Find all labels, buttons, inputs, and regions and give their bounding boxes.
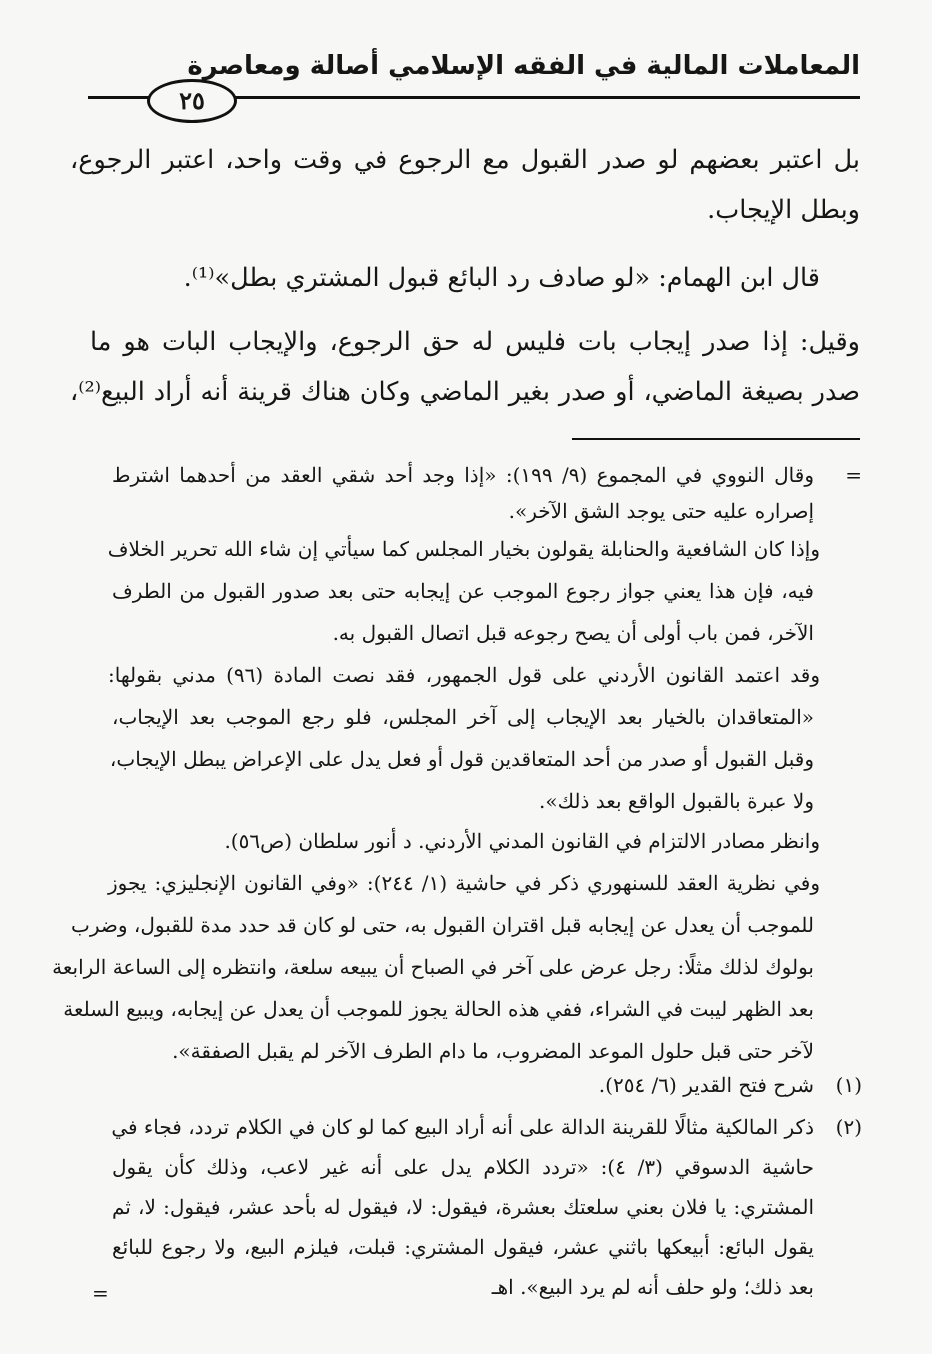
- footnote-continuation-marker: =: [845, 463, 862, 487]
- body-line: بل اعتبر بعضهم لو صدر القبول مع الرجوع في وقت واحد، اعتبر الرجوع،: [70, 145, 860, 175]
- footnote-line: وإذا كان الشافعية والحنابلة يقولون بخيار المجلس كما سيأتي إن شاء الله تحرير الخلاف: [107, 537, 820, 561]
- footnote-line: فيه، فإن هذا يعني جواز رجوع الموجب عن إيجابه حتى بعد صدور القبول من الطرف: [112, 579, 814, 603]
- footnote-line: بعد الظهر ليبت في الشراء، ففي هذه الحالة يجوز للموجب أن يعدل عن إيجابه، ويبيع السلعة: [63, 997, 814, 1021]
- footnote-line: وقال النووي في المجموع (٩/ ١٩٩): «إذا وجد أحد شقي العقد من أحدهما اشترط: [112, 463, 814, 487]
- footnote-2-line: حاشية الدسوقي (٣/ ٤): «تردد الكلام يدل على أنه غير لاعب، وذلك كأن يقول: [112, 1155, 814, 1179]
- footnote-1-marker: (١): [835, 1073, 862, 1097]
- body-line: وبطل الإيجاب.: [707, 195, 860, 225]
- footnote-line: إصراره عليه حتى يوجد الشق الآخر».: [508, 499, 814, 523]
- footnote-end-marker: =: [92, 1281, 109, 1305]
- footnote-line: وقبل القبول أو صدر من أحد المتعاقدين قول أو فعل يدل على الإعراض يبطل الإيجاب،: [109, 747, 814, 771]
- footnote-2-line: يقول البائع: أبيعكها باثني عشر، فيقول المشتري: قبلت، فيلزم البيع، ولا رجوع للبائع: [112, 1235, 814, 1259]
- footnote-line: بولوك لذلك مثلًا: رجل عرض على آخر في الصباح أن يبيعه سلعة، وانتظره إلى الساعة الرابعة: [52, 955, 814, 979]
- footnote-1-text: شرح فتح القدير (٦/ ٢٥٤).: [598, 1073, 814, 1097]
- footnote-line: للموجب أن يعدل عن إيجابه قبل اقتران القبول به، حتى لو كان قد حدد مدة للقبول، وضرب: [71, 913, 814, 937]
- body-line: قال ابن الهمام: «لو صادف رد البائع قبول المشتري بطل»⁽¹⁾.: [183, 263, 820, 293]
- footnote-line: وانظر مصادر الالتزام في القانون المدني الأردني. د أنور سلطان (ص٥٦).: [224, 829, 820, 853]
- footnote-2-line: ذكر المالكية مثالًا للقرينة الدالة على أنه أراد البيع كما لو كان في الكلام تردد، فجاء في: [111, 1115, 814, 1139]
- body-line: وقيل: إذا صدر إيجاب بات فليس له حق الرجوع، والإيجاب البات هو ما: [90, 327, 860, 357]
- running-header-title: المعاملات المالية في الفقه الإسلامي أصالة ومعاصرة: [187, 51, 860, 81]
- body-line: صدر بصيغة الماضي، أو صدر بغير الماضي وكان هناك قرينة أنه أراد البيع⁽²⁾،: [70, 377, 860, 407]
- footnote-2-line: المشتري: يا فلان بعني سلعتك بعشرة، فيقول: لا، فيقول له بأحد عشر، فيقول: لا، ثم: [112, 1195, 814, 1219]
- footnote-line: الآخر، فمن باب أولى أن يصح رجوعه قبل اتصال القبول به.: [332, 621, 814, 645]
- footnote-line: وفي نظرية العقد للسنهوري ذكر في حاشية (١/ ٢٤٤): «وفي القانون الإنجليزي: يجوز: [108, 871, 820, 895]
- page-number: ٢٥: [147, 79, 237, 123]
- footnote-line: ولا عبرة بالقبول الواقع بعد ذلك».: [538, 789, 814, 813]
- footnote-line: لآخر حتى قبل حلول الموعد المضروب، ما دام الطرف الآخر لم يقبل الصفقة».: [172, 1039, 814, 1063]
- footnote-separator: [572, 438, 860, 440]
- footnote-line: وقد اعتمد القانون الأردني على قول الجمهور، فقد نصت المادة (٩٦) مدني بقولها:: [108, 663, 820, 687]
- footnote-line: «المتعاقدان بالخيار بعد الإيجاب إلى آخر المجلس، فلو رجع الموجب بعد الإيجاب،: [112, 705, 814, 729]
- footnote-2-marker: (٢): [835, 1115, 862, 1139]
- footnote-2-line: بعد ذلك؛ ولو حلف أنه لم يرد البيع». اهـ: [491, 1275, 814, 1299]
